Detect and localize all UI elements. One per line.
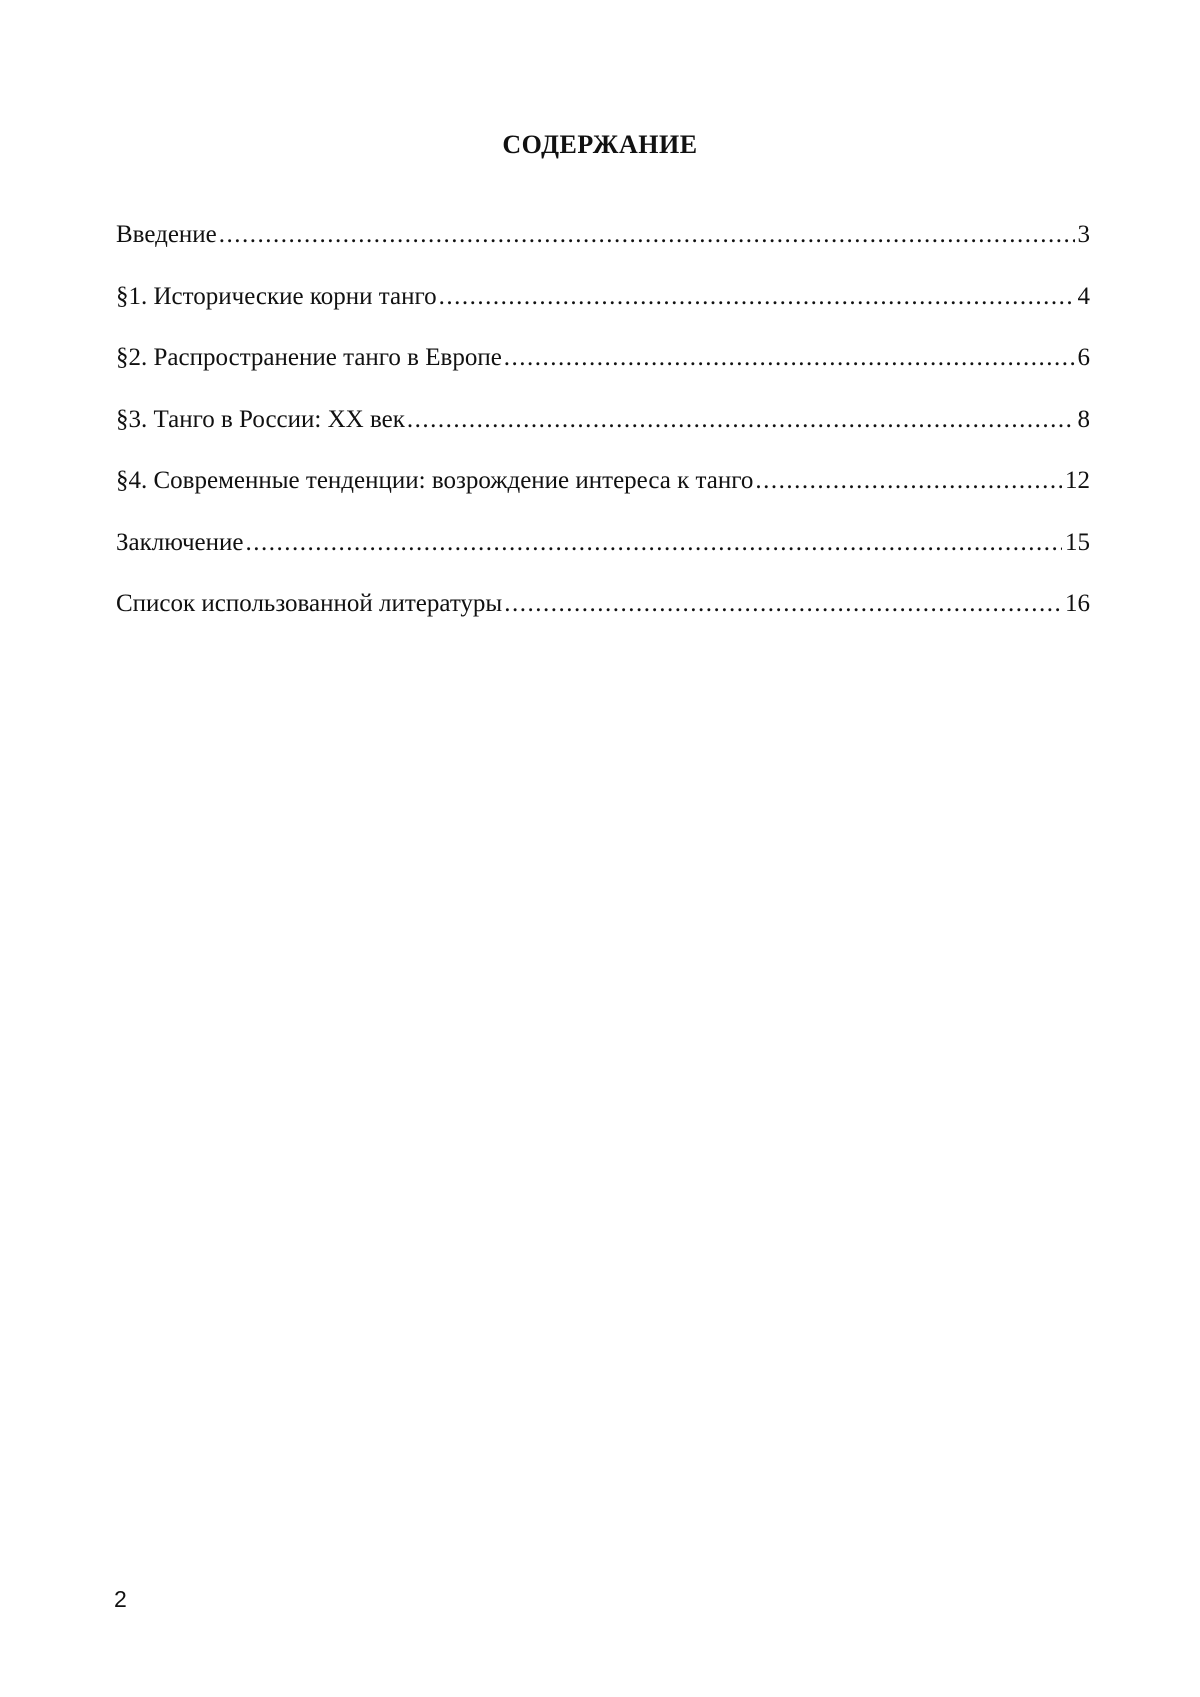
toc-entry-section-2[interactable] bbox=[116, 341, 1090, 403]
toc-entry-label: §1. Исторические корни танго bbox=[116, 280, 437, 314]
toc-entry-label: Введение bbox=[116, 218, 217, 252]
toc-entry-bibliography[interactable] bbox=[116, 587, 1090, 649]
toc-title: СОДЕРЖАНИЕ bbox=[0, 130, 1200, 160]
toc-entry-section-4[interactable] bbox=[116, 464, 1090, 526]
toc-entry-label: §3. Танго в России: XX век bbox=[116, 403, 405, 437]
toc-dot-leader bbox=[219, 218, 1075, 252]
toc-entry-page: 8 bbox=[1078, 403, 1091, 437]
toc-entry-page: 16 bbox=[1065, 587, 1090, 621]
table-of-contents bbox=[116, 218, 1090, 649]
toc-entry-label: Заключение bbox=[116, 526, 244, 560]
toc-entry-page: 12 bbox=[1065, 464, 1090, 498]
toc-entry-page: 6 bbox=[1078, 341, 1091, 375]
toc-dot-leader bbox=[407, 403, 1075, 437]
toc-entry-label: Список использованной литературы bbox=[116, 587, 502, 621]
toc-dot-leader bbox=[439, 280, 1075, 314]
toc-entry-page: 3 bbox=[1078, 218, 1091, 252]
page-number: 2 bbox=[114, 1586, 127, 1613]
toc-entry-page: 4 bbox=[1078, 280, 1091, 314]
toc-entry-conclusion[interactable] bbox=[116, 526, 1090, 588]
toc-entry-label: §4. Современные тенденции: возрождение интереса к танго bbox=[116, 464, 753, 498]
toc-entry-introduction[interactable] bbox=[116, 218, 1090, 280]
toc-dot-leader bbox=[755, 464, 1062, 498]
toc-entry-section-3[interactable] bbox=[116, 403, 1090, 465]
toc-dot-leader bbox=[504, 587, 1062, 621]
toc-entry-section-1[interactable] bbox=[116, 280, 1090, 342]
toc-entry-page: 15 bbox=[1065, 526, 1090, 560]
toc-dot-leader bbox=[504, 341, 1075, 375]
toc-dot-leader bbox=[246, 526, 1063, 560]
toc-entry-label: §2. Распространение танго в Европе bbox=[116, 341, 502, 375]
document-page bbox=[0, 0, 1200, 1697]
